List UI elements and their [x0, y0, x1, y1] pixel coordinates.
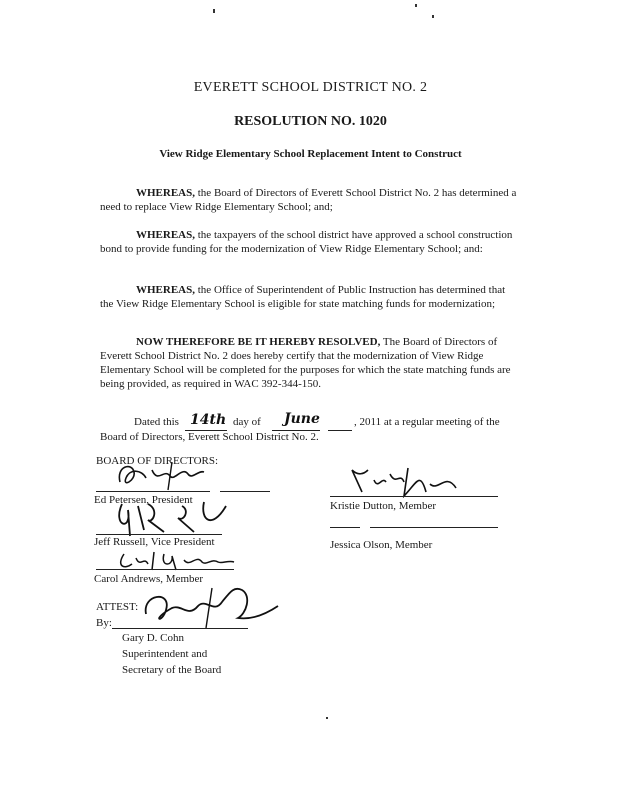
attest-title-1: Superintendent and [122, 648, 208, 660]
attest-name: Gary D. Cohn [122, 632, 185, 644]
dated-suffix: , 2011 at a regular meeting of the [354, 416, 500, 428]
resolution-number: RESOLUTION NO. 1020 [234, 114, 387, 129]
clause-lead: NOW THEREFORE BE IT HEREBY RESOLVED, [136, 336, 381, 348]
blank-line [328, 430, 352, 431]
petersen-signature-line [96, 491, 210, 492]
attest-signature-line [112, 628, 248, 629]
scan-speck [432, 15, 434, 18]
whereas-clause-1 [100, 186, 520, 214]
resolution-subject: View Ridge Elementary School Replacement Intent to Construct [159, 148, 462, 160]
member-name-petersen: Ed Petersen, President [94, 494, 193, 506]
district-title: EVERETT SCHOOL DISTRICT NO. 2 [193, 80, 428, 95]
dated-line-2: Board of Directors, Everett School District No. 2. [100, 431, 319, 443]
signature-dutton [346, 462, 466, 504]
signature-cohn [142, 584, 282, 630]
attest-by: By: [96, 617, 112, 629]
clause-lead: WHEREAS, [136, 284, 195, 296]
clause-text: the taxpayers of the school district have approved a school construction bond to provide funding for the modernization of View Ridge Elementary School; and: [100, 229, 513, 255]
member-name-russell: Jeff Russell, Vice President [94, 536, 215, 548]
scan-speck [326, 717, 328, 719]
russell-signature-line [96, 534, 222, 535]
olson-signature-line [330, 527, 360, 528]
member-name-andrews: Carol Andrews, Member [94, 573, 204, 585]
dated-day: 14th [190, 412, 227, 428]
dated-prefix: Dated this [134, 416, 179, 428]
clause-text: the Board of Directors of Everett School District No. 2 has determined a need to replace View Ridge Elementary School; and; [100, 187, 517, 213]
clause-lead: WHEREAS, [136, 187, 195, 199]
scan-speck [213, 9, 215, 13]
clause-lead: WHEREAS, [136, 229, 195, 241]
member-name-olson: Jessica Olson, Member [330, 539, 433, 551]
signature-petersen [112, 458, 212, 494]
board-heading: BOARD OF DIRECTORS: [96, 455, 219, 467]
dutton-signature-line [330, 496, 498, 497]
whereas-clause-2 [100, 228, 520, 256]
dated-month: June [284, 411, 320, 427]
olson-signature-line-ext [370, 527, 498, 528]
attest-title-2: Secretary of the Board [122, 664, 222, 676]
whereas-clause-3 [100, 283, 520, 311]
dated-day-of: day of [233, 416, 261, 428]
clause-text: The Board of Directors of Everett School District No. 2 does hereby certify that the modernization of View Ridge Elementary School will be completed for the purposes for which the state matching funds are being provided, as required in WAC 392-344-150. [100, 336, 511, 390]
andrews-signature-line [96, 569, 234, 570]
attest-label: ATTEST: [96, 601, 139, 613]
member-name-dutton: Kristie Dutton, Member [330, 500, 437, 512]
scan-speck [415, 4, 417, 7]
clause-text: the Office of Superintendent of Public Instruction has determined that the View Ridge Elementary School is eligible for state matching funds for modernization; [100, 284, 506, 310]
petersen-signature-line-ext [220, 491, 270, 492]
resolved-clause [100, 335, 520, 391]
